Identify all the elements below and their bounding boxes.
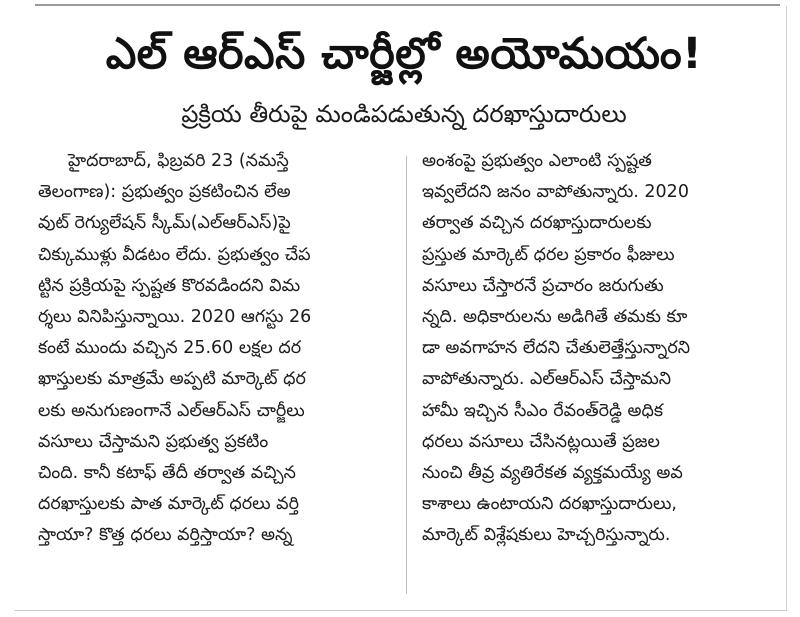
- paragraph-line: తెలంగాణ): ప్రభుత్వం ప్రకటించిన లేఅ: [38, 182, 291, 203]
- paragraph-line: ఖాస్తులకు మాత్రమే అప్పటి మార్కెట్ ధర: [38, 369, 306, 390]
- paragraph-line: దరఖాస్తులకు పాత మార్కెట్ ధరలు వర్తి: [38, 494, 299, 515]
- paragraph-line: వసూలు చేస్తామని ప్రభుత్వ ప్రకటిం: [38, 431, 269, 452]
- paragraph-line: ర్శలు వినిపిస్తున్నాయి. 2020 ఆగస్టు 26: [38, 306, 312, 327]
- paragraph-line: కంటే ముందు వచ్చిన 25.60 లక్షల దర: [38, 338, 302, 359]
- paragraph-line: డా అవగాహన లేదని చేతులెత్తేస్తున్నారని: [422, 338, 691, 359]
- paragraph-line: వుట్ రెగ్యులేషన్ స్కీమ్(ఎల్ఆర్ఎస్)పై: [38, 213, 291, 234]
- paragraph-line: నుంచి తీవ్ర వ్యతిరేకత వ్యక్తమయ్యే అవ: [422, 462, 683, 483]
- subheadline: ప్రక్రియ తీరుపై మండిపడుతున్న దరఖాస్తుదారులు: [181, 100, 627, 128]
- paragraph-line: తర్వాత వచ్చిన దరఖాస్తుదారులకు: [422, 213, 652, 234]
- paragraph-line: న్నది. అధికారులను అడిగితే తమకు కూ: [422, 306, 688, 327]
- paragraph-line: మార్కెట్ విశ్లేషకులు హెచ్చరిస్తున్నారు.: [422, 525, 671, 546]
- paragraph-line: చింది. కానీ కటాఫ్ తేదీ తర్వాత వచ్చిన: [38, 462, 296, 483]
- paragraph-line: ట్టిన ప్రక్రియపై స్పష్టత కొరవడిందని విమ: [38, 275, 301, 296]
- paragraph-line: హామీ ఇచ్చిన సీఎం రేవంత్‌రెడ్డి అధిక: [422, 400, 663, 421]
- paragraph-line: ఇవ్వలేదని జనం వాపోతున్నారు. 2020: [422, 182, 689, 203]
- paragraph-line: వసూలు చేస్తారనే ప్రచారం జరుగుతు: [422, 275, 664, 296]
- paragraph-line: అంశంపై ప్రభుత్వం ఎలాంటి స్పష్టత: [422, 151, 652, 171]
- paragraph-line: కాశాలు ఉంటాయని దరఖాస్తుదారులు,: [422, 494, 677, 515]
- column-divider: [406, 156, 407, 594]
- paragraph-line: హైదరాబాద్, ఫిబ్రవరి 23 (నమస్తే: [68, 151, 289, 171]
- article-column-right: [422, 146, 774, 551]
- paragraph-line: వాపోతున్నారు. ఎల్ఆర్ఎస్ చేస్తామని: [422, 369, 672, 390]
- article-column-left: [38, 146, 394, 551]
- paragraph-line: ప్రస్తుత మార్కెట్ ధరల ప్రకారం ఫీజులు: [422, 244, 675, 265]
- paragraph-line: చిక్కుముళ్లు వీడటం లేదు. ప్రభుత్వం చేప: [38, 244, 311, 265]
- paragraph-line: లకు అనుగుణంగానే ఎల్ఆర్ఎస్ చార్జీలు: [38, 400, 305, 421]
- headline: ఎల్ ఆర్ఎస్ చార్జీల్లో అయోమయం!: [105, 29, 703, 79]
- paragraph-line: ధరలు వసూలు చేసినట్లయితే ప్రజల: [422, 431, 660, 452]
- paragraph-line: స్తాయా? కొత్త ధరలు వర్తిస్తాయా? అన్న: [38, 525, 293, 546]
